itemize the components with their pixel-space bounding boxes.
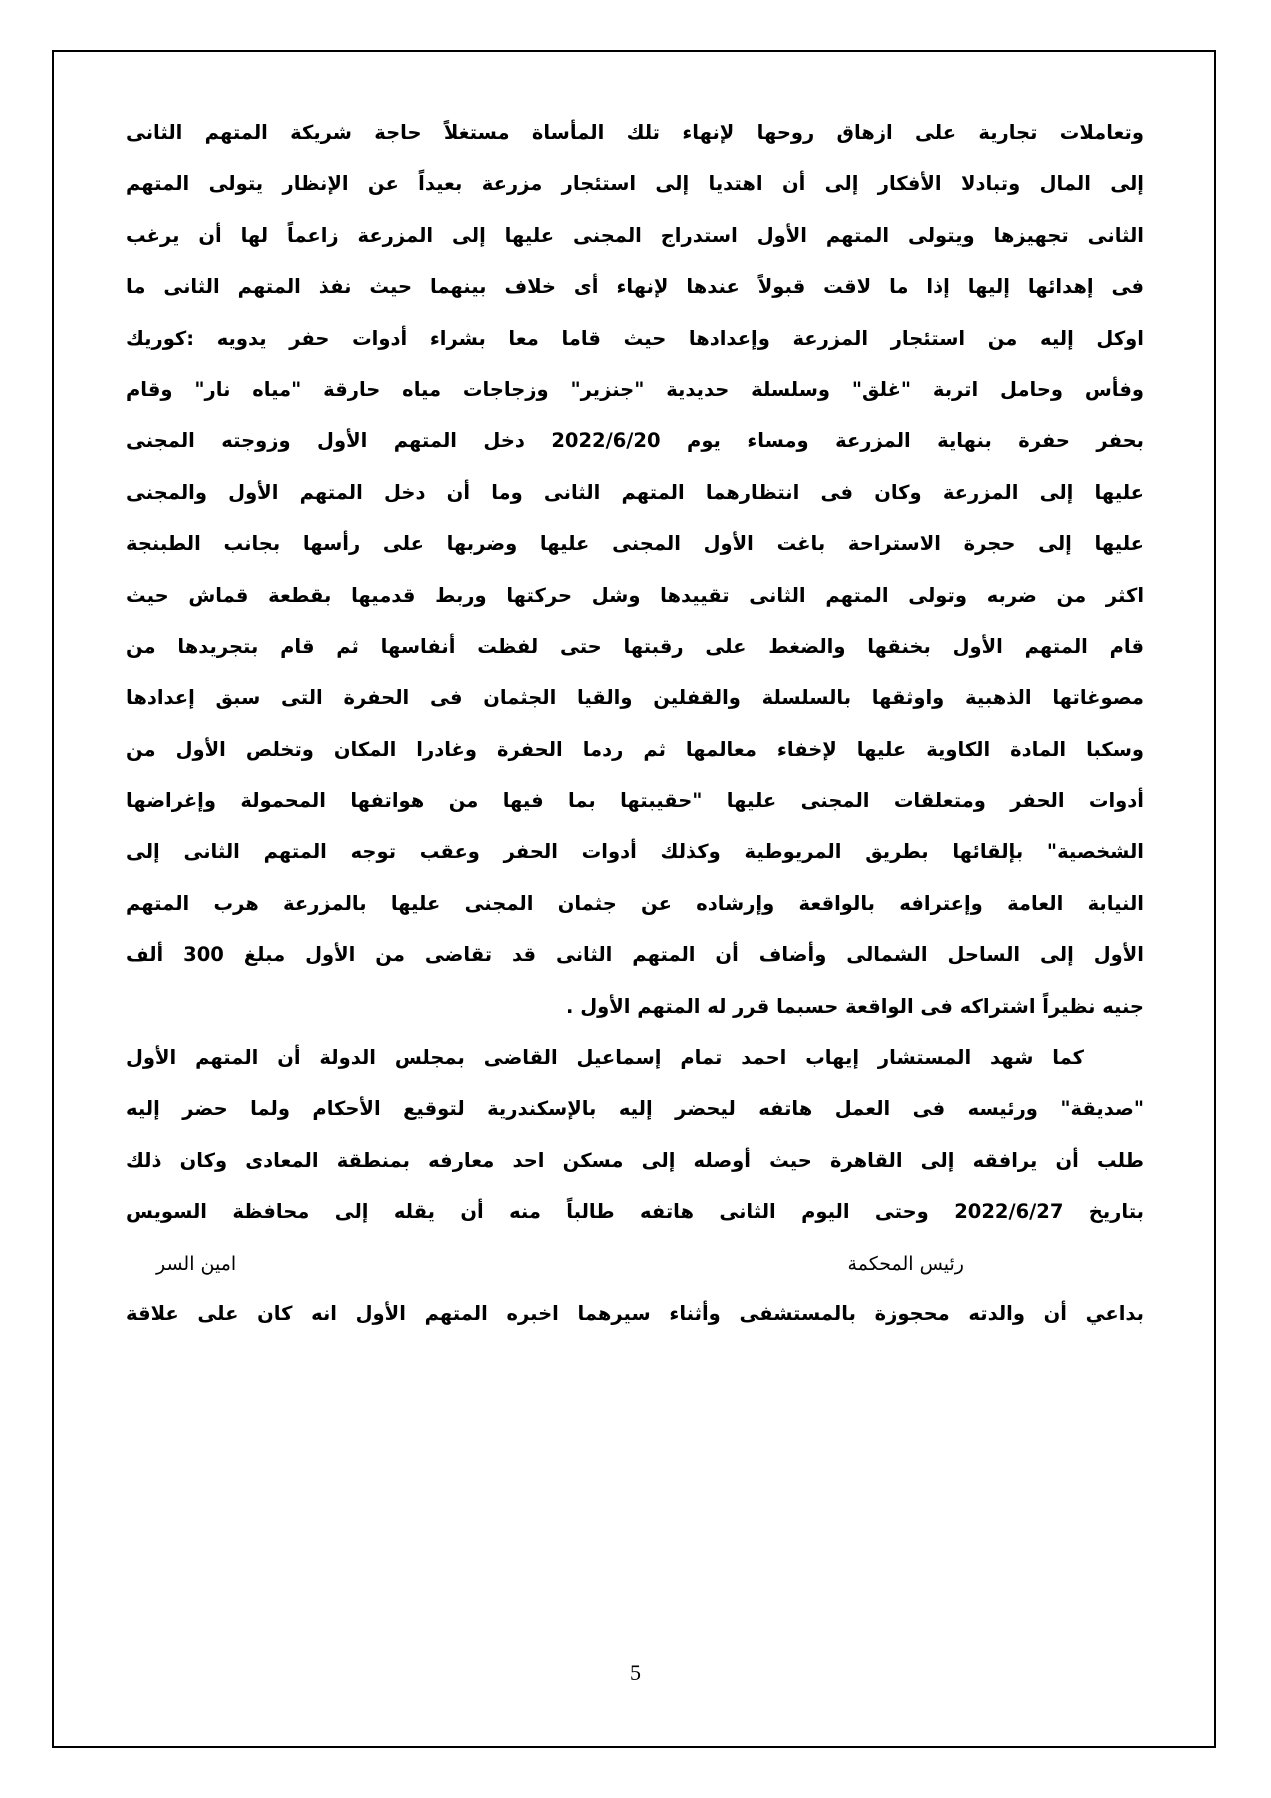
text-line: طلب أن يرافقه إلى القاهرة حيث أوصله إلى مسكن احد معارفه بمنطقة المعادى وكان ذلك bbox=[126, 1148, 1144, 1172]
signature-row bbox=[126, 1249, 1144, 1279]
text-line: عليها إلى المزرعة وكان فى انتظارهما المتهم الثانى وما أن دخل المتهم الأول والمجنى bbox=[126, 480, 1144, 504]
text-line: الأول إلى الساحل الشمالى وأضاف أن المتهم الثانى قد تقاضى من الأول مبلغ 300 ألف bbox=[126, 943, 1144, 967]
secretary-signature: امين السر bbox=[156, 1252, 237, 1275]
document-body bbox=[126, 118, 1144, 1350]
text-line: النيابة العامة وإعترافه بالواقعة وإرشاده عن جثمان المجنى عليها بالمزرعة هرب المتهم bbox=[126, 891, 1144, 915]
text-line: جنيه نظيراً اشتراكه فى الواقعة حسبما قرر له المتهم الأول . bbox=[566, 994, 1144, 1018]
text-line: بتاريخ 2022/6/27 وحتى اليوم الثانى هاتفه طالباً منه أن يقله إلى محافظة السويس bbox=[126, 1200, 1144, 1224]
text-line: وتعاملات تجارية على ازهاق روحها لإنهاء تلك المأساة مستغلاً حاجة شريكة المتهم الثانى bbox=[126, 121, 1144, 144]
text-line: مصوغاتها الذهبية واوثقها بالسلسلة والقفلين والقيا الجثمان فى الحفرة التى سبق إعدادها bbox=[126, 686, 1144, 710]
court-president-signature: رئيس المحكمة bbox=[847, 1252, 964, 1275]
text-line: وفأس وحامل اتربة "غلق" وسلسلة حديدية "جنزير" وزجاجات مياه حارقة "مياه نار" وقام bbox=[126, 377, 1144, 401]
text-line: بحفر حفرة بنهاية المزرعة ومساء يوم 2022/6/20 دخل المتهم الأول وزوجته المجنى bbox=[126, 429, 1144, 453]
text-line: فى إهدائها إليها إذا ما لاقت قبولاً عندها لإنهاء أى خلاف بينهما حيث نفذ المتهم الثانى ما bbox=[126, 275, 1144, 299]
text-line: أدوات الحفر ومتعلقات المجنى عليها "حقيبتها بما فيها من هواتفها المحمولة وإغراضها bbox=[126, 789, 1144, 813]
text-line: اوكل إليه من استئجار المزرعة وإعدادها حيث قاما معا بشراء أدوات حفر يدويه :كوريك bbox=[126, 326, 1144, 350]
text-line: وسكبا المادة الكاوية عليها لإخفاء معالمها ثم ردما الحفرة وغادرا المكان وتخلص الأول من bbox=[126, 737, 1144, 761]
text-line: الشخصية" بإلقائها بطريق المريوطية وكذلك أدوات الحفر وعقب توجه المتهم الثانى إلى bbox=[126, 840, 1144, 864]
text-line: عليها إلى حجرة الاستراحة باغت الأول المجنى عليها وضربها على رأسها بجانب الطبنجة bbox=[126, 532, 1144, 556]
text-line: كما شهد المستشار إيهاب احمد تمام إسماعيل القاضى بمجلس الدولة أن المتهم الأول bbox=[126, 1046, 1084, 1070]
page-number: 5 bbox=[630, 1660, 641, 1685]
text-line: الثانى تجهيزها ويتولى المتهم الأول استدراج المجنى عليها إلى المزرعة زاعماً لها أن يرغب bbox=[126, 223, 1144, 247]
text-line: اكثر من ضربه وتولى المتهم الثانى تقييدها وشل حركتها وربط قدميها بقطعة قماش حيث bbox=[126, 583, 1144, 607]
continuation-line: بداعي أن والدته محجوزة بالمستشفى وأثناء سيرهما اخبره المتهم الأول انه كان على علاقة bbox=[126, 1301, 1144, 1325]
text-line: إلى المال وتبادلا الأفكار إلى أن اهتديا إلى استئجار مزرعة بعيداً عن الإنظار يتولى المتهم bbox=[126, 172, 1144, 196]
paragraph-1 bbox=[126, 118, 1144, 1022]
text-line: "صديقة" ورئيسه فى العمل هاتفه ليحضر إليه بالإسكندرية لتوقيع الأحكام ولما حضر إليه bbox=[126, 1097, 1144, 1121]
paragraph-2 bbox=[126, 1043, 1144, 1227]
text-line: قام المتهم الأول بخنقها والضغط على رقبتها حتى لفظت أنفاسها ثم قام بتجريدها من bbox=[126, 634, 1144, 658]
